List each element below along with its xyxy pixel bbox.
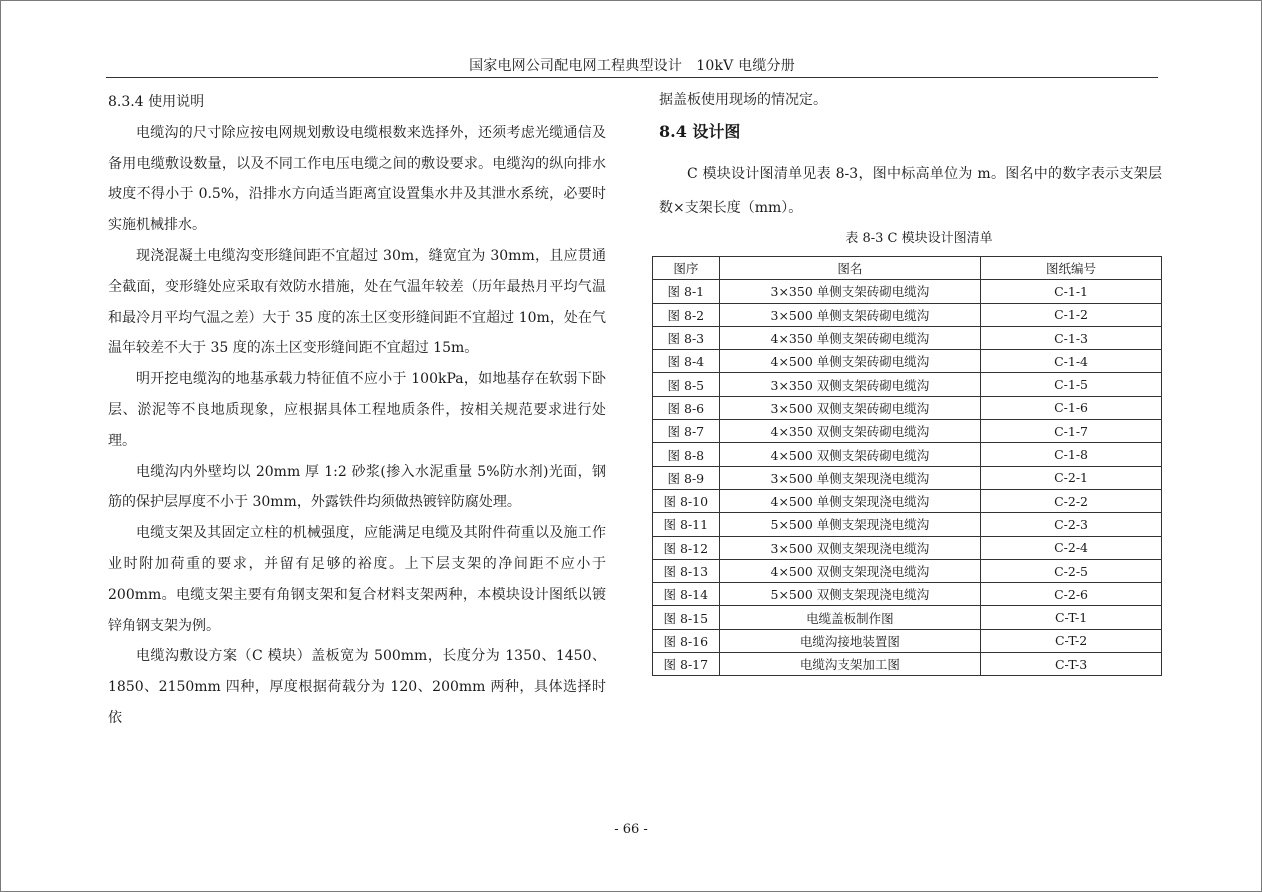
table-row — [653, 583, 1162, 606]
cell-figure-no: 图 8-10 — [653, 489, 720, 512]
table-body — [653, 280, 1162, 676]
cell-figure-no: 图 8-9 — [653, 466, 720, 489]
left-column — [108, 87, 606, 734]
cell-drawing-code: C-1-6 — [981, 396, 1162, 419]
right-column — [659, 87, 1162, 673]
table-row — [653, 326, 1162, 349]
cell-drawing-code: C-2-6 — [981, 583, 1162, 606]
cell-figure-name: 4×500 双侧支架砖砌电缆沟 — [719, 443, 980, 466]
paragraph-foundation: 明开挖电缆沟的地基承载力特征值不应小于 100kPa，如地基存在软弱下卧层、淤泥等不良地质现象，应根据具体工程地质条件，按相关规范要求进行处理。 — [108, 371, 606, 449]
header-figure-name: 图名 — [719, 257, 980, 280]
cell-drawing-code: C-2-5 — [981, 559, 1162, 582]
cell-figure-name: 电缆盖板制作图 — [719, 606, 980, 629]
table-row — [653, 350, 1162, 373]
cell-drawing-code: C-1-1 — [981, 280, 1162, 303]
cell-figure-name: 4×500 双侧支架现浇电缆沟 — [719, 559, 980, 582]
cell-figure-name: 4×500 单侧支架现浇电缆沟 — [719, 489, 980, 512]
paragraph-expansion-joint: 现浇混凝土电缆沟变形缝间距不宜超过 30m，缝宽宜为 30mm，且应贯通全截面，变形缝处应采取有效防水措施，处在气温年较差（历年最热月平均气温和最冷月平均气温之差）大于 35 度的冻土区变形缝间距不宜超过 10m，处在气温年较差不大于 35 度的冻土区变形缝间距不宜超过 15m。 — [108, 247, 606, 357]
cell-drawing-code: C-2-1 — [981, 466, 1162, 489]
header-figure-no: 图序 — [653, 257, 720, 280]
cell-drawing-code: C-1-4 — [981, 350, 1162, 373]
cell-drawing-code: C-2-2 — [981, 489, 1162, 512]
cell-figure-name: 3×500 双侧支架现浇电缆沟 — [719, 536, 980, 559]
cell-figure-name: 电缆沟接地装置图 — [719, 629, 980, 652]
cell-figure-no: 图 8-15 — [653, 606, 720, 629]
table-row — [653, 653, 1162, 676]
cell-drawing-code: C-2-3 — [981, 513, 1162, 536]
table-row — [653, 396, 1162, 419]
cell-figure-no: 图 8-5 — [653, 373, 720, 396]
page-number: - 66 - — [614, 822, 648, 837]
cell-drawing-code: C-1-5 — [981, 373, 1162, 396]
cell-drawing-code: C-2-4 — [981, 536, 1162, 559]
cell-drawing-code: C-1-2 — [981, 303, 1162, 326]
cell-figure-name: 电缆沟支架加工图 — [719, 653, 980, 676]
table-row — [653, 513, 1162, 536]
cell-figure-name: 4×350 单侧支架砖砌电缆沟 — [719, 326, 980, 349]
paragraph-drainage: 电缆沟的尺寸除应按电网规划敷设电缆根数来选择外，还须考虑光缆通信及备用电缆敷设数量，以及不同工作电压电缆之间的敷设要求。电缆沟的纵向排水坡度不得小于 0.5%，沿排水方向适当距离宜设置集水井及其泄水系统，必要时实施机械排水。 — [108, 124, 606, 234]
paragraph-cover-plate: 电缆沟敷设方案（C 模块）盖板宽为 500mm，长度分为 1350、1450、1850、2150mm 四种，厚度根据荷载分为 120、200mm 两种，具体选择时依 — [108, 648, 606, 726]
cell-figure-no: 图 8-8 — [653, 443, 720, 466]
table-row — [653, 443, 1162, 466]
subsection-title: 8.3.4 使用说明 — [108, 94, 205, 110]
design-list-paragraph: C 模块设计图清单见表 8-3，图中标高单位为 m。图名中的数字表示支架层数×支架长度（mm）。 — [659, 166, 1162, 216]
cell-figure-name: 5×500 双侧支架现浇电缆沟 — [719, 583, 980, 606]
header-drawing-code: 图纸编号 — [981, 257, 1162, 280]
cell-figure-no: 图 8-3 — [653, 326, 720, 349]
table-row — [653, 373, 1162, 396]
cell-figure-name: 4×500 单侧支架砖砌电缆沟 — [719, 350, 980, 373]
cell-figure-no: 图 8-2 — [653, 303, 720, 326]
cell-figure-name: 3×350 双侧支架砖砌电缆沟 — [719, 373, 980, 396]
cell-drawing-code: C-1-8 — [981, 443, 1162, 466]
cell-figure-no: 图 8-14 — [653, 583, 720, 606]
table-row — [653, 303, 1162, 326]
continuation-text: 据盖板使用现场的情况定。 — [659, 92, 827, 108]
table-row — [653, 489, 1162, 512]
cell-drawing-code: C-1-3 — [981, 326, 1162, 349]
section-heading: 8.4 设计图 — [659, 122, 741, 141]
cell-figure-name: 3×500 双侧支架砖砌电缆沟 — [719, 396, 980, 419]
running-header: 国家电网公司配电网工程典型设计 10kV 电缆分册 — [469, 58, 795, 74]
cell-figure-no: 图 8-11 — [653, 513, 720, 536]
table-row — [653, 629, 1162, 652]
cell-figure-no: 图 8-12 — [653, 536, 720, 559]
cell-figure-name: 4×350 双侧支架砖砌电缆沟 — [719, 420, 980, 443]
cell-figure-name: 3×500 单侧支架现浇电缆沟 — [719, 466, 980, 489]
table-row — [653, 466, 1162, 489]
cell-drawing-code: C-1-7 — [981, 420, 1162, 443]
table-row — [653, 606, 1162, 629]
table-caption: 表 8-3 C 模块设计图清单 — [845, 231, 993, 246]
cell-drawing-code: C-T-3 — [981, 653, 1162, 676]
cell-drawing-code: C-T-2 — [981, 629, 1162, 652]
cell-figure-no: 图 8-4 — [653, 350, 720, 373]
cell-figure-no: 图 8-6 — [653, 396, 720, 419]
paragraph-mortar: 电缆沟内外壁均以 20mm 厚 1:2 砂浆(掺入水泥重量 5%防水剂)光面，钢筋的保护层厚度不小于 30mm，外露铁件均须做热镀锌防腐处理。 — [108, 463, 606, 511]
cell-figure-no: 图 8-13 — [653, 559, 720, 582]
design-drawing-table — [652, 256, 1162, 676]
cell-figure-no: 图 8-17 — [653, 653, 720, 676]
cell-figure-no: 图 8-1 — [653, 280, 720, 303]
table-row — [653, 280, 1162, 303]
cell-figure-no: 图 8-16 — [653, 629, 720, 652]
table-row — [653, 536, 1162, 559]
cell-figure-name: 5×500 单侧支架现浇电缆沟 — [719, 513, 980, 536]
table-header-row — [653, 257, 1162, 280]
cell-drawing-code: C-T-1 — [981, 606, 1162, 629]
header-rule — [106, 77, 1158, 78]
table-row — [653, 420, 1162, 443]
cell-figure-name: 3×350 单侧支架砖砌电缆沟 — [719, 280, 980, 303]
table-row — [653, 559, 1162, 582]
cell-figure-no: 图 8-7 — [653, 420, 720, 443]
cell-figure-name: 3×500 单侧支架砖砌电缆沟 — [719, 303, 980, 326]
paragraph-bracket: 电缆支架及其固定立柱的机械强度，应能满足电缆及其附件荷重以及施工作业时附加荷重的要求，并留有足够的裕度。上下层支架的净间距不应小于 200mm。电缆支架主要有角钢支架和复合材料支架两种，本模块设计图纸以镀锌角钢支架为例。 — [108, 525, 606, 634]
